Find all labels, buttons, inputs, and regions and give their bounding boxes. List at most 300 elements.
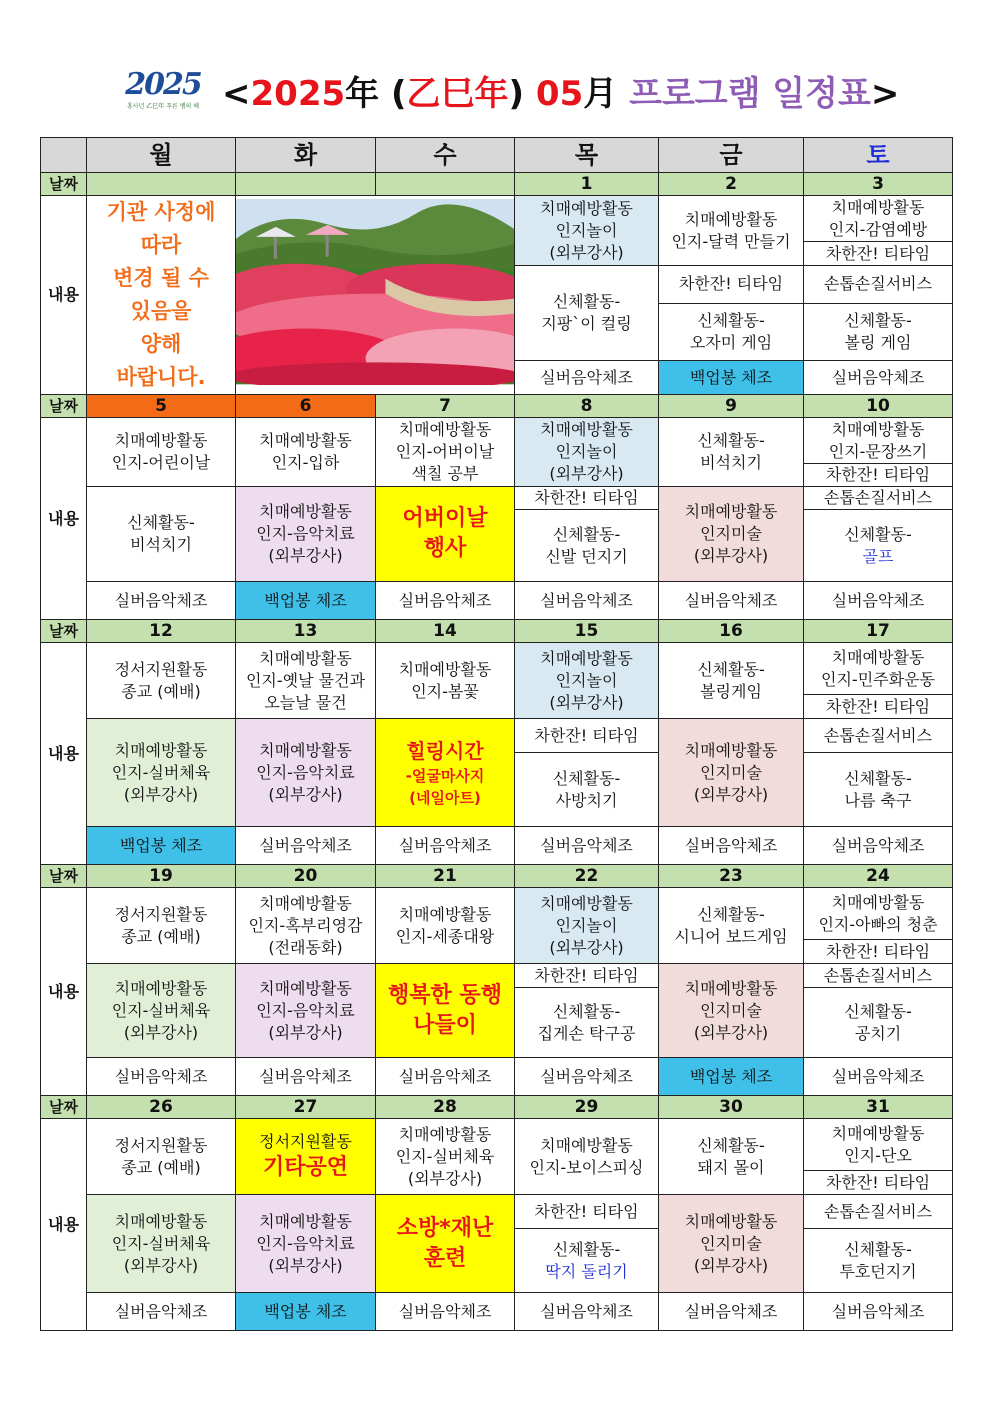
date-cell-holiday: 5 — [87, 395, 236, 418]
line: 치매예방활동 — [831, 892, 925, 912]
content-label: 내용 — [41, 643, 87, 865]
w3-sat-exercise: 실버음악체조 — [804, 827, 953, 865]
w5-mon-exercise: 실버음악체조 — [87, 1293, 236, 1331]
w3-mon-religion — [87, 643, 236, 719]
line: 치매예방활동 — [398, 420, 492, 439]
line: 치매예방활동 — [398, 1124, 492, 1144]
weekday-header-row — [41, 138, 953, 173]
logo-2025 — [120, 68, 206, 112]
w5-thu-cognitive — [515, 1119, 659, 1195]
line: 투호던지기 — [839, 1261, 917, 1281]
line: 행복한 동행 — [388, 982, 502, 1008]
line: (외부강사) — [549, 464, 624, 483]
date-cell: 1 — [515, 173, 659, 196]
w4-tue-exercise: 실버음악체조 — [236, 1058, 376, 1096]
w4-tue-music — [236, 964, 376, 1058]
line: 치매예방활동 — [259, 648, 352, 668]
title-program: 프로그램 일정표 — [629, 74, 871, 114]
line: 비석치기 — [700, 453, 762, 472]
notice-line: 있음을 — [130, 299, 192, 323]
notice-line: 변경 될 수 — [113, 266, 209, 290]
w5-sat-nailcare: 손톱손질서비스 — [804, 1195, 953, 1229]
line: 신체활동- — [552, 524, 621, 544]
line: 인지-혹부리영감 — [248, 915, 363, 935]
w1-fri-cognitive — [659, 196, 804, 266]
w3-tue-cognitive — [236, 643, 376, 719]
line: 신체활동- — [552, 1239, 621, 1259]
notice-line: 양해 — [140, 332, 182, 356]
line: (외부강사) — [693, 1022, 769, 1042]
date-cell — [376, 173, 515, 196]
schedule-table — [40, 137, 953, 1331]
date-cell: 2 — [659, 173, 804, 196]
line: 치매예방활동 — [831, 419, 925, 439]
w5-sat-exercise: 실버음악체조 — [804, 1293, 953, 1331]
title-year: 2025 — [250, 74, 346, 114]
w2-wed-parents-day-event — [376, 487, 515, 582]
date-cell: 20 — [236, 865, 376, 888]
w4-sat-nailcare: 손톱손질서비스 — [804, 964, 953, 988]
w1-thu-exercise: 실버음악체조 — [515, 361, 659, 395]
w4-fri-physical — [659, 888, 804, 964]
w2-sat-teatime: 차한잔! 티타임 — [804, 464, 953, 487]
w3-sat-cognitive — [804, 643, 953, 695]
w2-wed-exercise: 실버음악체조 — [376, 582, 515, 620]
line: 비석치기 — [130, 535, 192, 554]
line: 신체활동- — [552, 768, 621, 788]
logo-subtext: 홍사년 乙巳年 푸른 뱀의 해 — [127, 103, 199, 110]
line: 인지놀이 — [555, 915, 618, 935]
line: 사방치기 — [555, 790, 618, 810]
title-close: > — [870, 74, 900, 114]
date-label: 날짜 — [41, 865, 87, 888]
line: 인지-음악치료 — [256, 762, 355, 782]
line: (외부강사) — [123, 1022, 199, 1042]
notice-line: 기관 사정에 — [106, 200, 216, 224]
w4-tue-cognitive — [236, 888, 376, 964]
line: 치매예방활동 — [259, 502, 352, 521]
date-cell: 28 — [376, 1096, 515, 1119]
line: 공치기 — [854, 1023, 902, 1043]
w1-fri-exercise: 백업봉 체조 — [659, 361, 804, 395]
line: 힐링시간 — [406, 738, 484, 763]
date-row-week4 — [41, 865, 953, 888]
w2-wed-cognitive — [376, 418, 515, 487]
date-cell: 19 — [87, 865, 236, 888]
date-cell: 15 — [515, 620, 659, 643]
line: 치매예방활동 — [684, 1211, 778, 1231]
line: 정서지원활동 — [114, 904, 208, 924]
line: 정서지원활동 — [114, 1135, 208, 1155]
w4-fri-exercise: 백업봉 체조 — [659, 1058, 804, 1096]
line: 인지-세종대왕 — [395, 926, 495, 946]
rose-garden-image — [236, 199, 514, 384]
line: 치매예방활동 — [114, 978, 208, 998]
line: 신체활동- — [697, 904, 765, 924]
page-header — [0, 60, 992, 130]
line: 신체활동- — [697, 659, 765, 679]
w1-sat-nailcare: 손톱손질서비스 — [804, 266, 953, 304]
line: (외부강사) — [549, 692, 624, 712]
weekday-tue: 화 — [236, 138, 376, 173]
w2-sat-nailcare: 손톱손질서비스 — [804, 487, 953, 510]
date-cell: 31 — [804, 1096, 953, 1119]
weekday-fri: 금 — [659, 138, 804, 173]
w4-sat-physical — [804, 988, 953, 1058]
line: 치매예방활동 — [684, 209, 778, 229]
date-cell: 3 — [804, 173, 953, 196]
line: 인지-어버이날 — [395, 442, 495, 461]
line: 신체활동- — [127, 513, 195, 532]
content-label: 내용 — [41, 1119, 87, 1331]
w1-fri-teatime: 차한잔! 티타임 — [659, 266, 804, 304]
date-row-week3 — [41, 620, 953, 643]
line: 치매예방활동 — [831, 647, 925, 667]
line: 치매예방활동 — [831, 1123, 925, 1143]
w4-thu-exercise: 실버음악체조 — [515, 1058, 659, 1096]
line: 인지놀이 — [555, 670, 618, 690]
w2-thu-physical — [515, 510, 659, 582]
content-label: 내용 — [41, 196, 87, 395]
line: (외부강사) — [268, 1022, 343, 1042]
line: 인지-음악치료 — [256, 1233, 355, 1253]
w4-sat-teatime: 차한잔! 티타임 — [804, 940, 953, 964]
line: 치매예방활동 — [398, 904, 492, 924]
w5-wed-sports — [376, 1119, 515, 1195]
line: 신체활동- — [697, 310, 765, 330]
line: 인지놀이 — [555, 220, 618, 240]
line: 신체활동- — [552, 292, 621, 311]
line: 치매예방활동 — [684, 502, 778, 521]
date-cell: 30 — [659, 1096, 804, 1119]
w4-mon-exercise: 실버음악체조 — [87, 1058, 236, 1096]
w2-sat-physical — [804, 510, 953, 582]
date-cell: 21 — [376, 865, 515, 888]
page-title — [222, 72, 899, 116]
line: 치매예방활동 — [540, 648, 633, 668]
line: 신체활동- — [697, 1135, 765, 1155]
w3-wed-healing — [376, 719, 515, 827]
w5-thu-teatime: 차한잔! 티타임 — [515, 1195, 659, 1229]
line: 행사 — [423, 536, 467, 561]
line: 치매예방활동 — [684, 978, 778, 998]
line: 어버이날 — [402, 506, 488, 531]
date-cell — [87, 173, 236, 196]
line: 인지놀이 — [555, 442, 618, 461]
line: 인지-실버체육 — [111, 1000, 211, 1020]
w5-mon-religion — [87, 1119, 236, 1195]
title-ganji: 乙巳年 — [406, 74, 509, 114]
date-cell: 27 — [236, 1096, 376, 1119]
line: 인지-민주화운동 — [821, 669, 935, 689]
w4-thu-physical — [515, 988, 659, 1058]
w4-wed-exercise: 실버음악체조 — [376, 1058, 515, 1096]
date-cell: 10 — [804, 395, 953, 418]
line: (외부강사) — [268, 546, 343, 565]
line: 치매예방활동 — [398, 659, 492, 679]
w3-wed-cognitive — [376, 643, 515, 719]
line: 인지-실버체육 — [111, 1233, 211, 1253]
line: 골프 — [862, 546, 894, 566]
line: 인지미술 — [700, 1000, 762, 1020]
line: 치매예방활동 — [540, 893, 633, 913]
line: (외부강사) — [693, 784, 769, 804]
date-cell: 13 — [236, 620, 376, 643]
line: 색칠 공부 — [411, 464, 479, 483]
line: 치매예방활동 — [259, 431, 352, 450]
w2-thu-cognitive — [515, 418, 659, 487]
line: 인지-단오 — [844, 1145, 912, 1165]
line: 인지미술 — [700, 524, 762, 543]
line: 훈련 — [423, 1245, 467, 1271]
line: (외부강사) — [549, 937, 624, 957]
w1-thu-cognitive — [515, 196, 659, 266]
w3-sat-physical — [804, 753, 953, 827]
w2-mon-cognitive — [87, 418, 236, 487]
line: 인지-실버체육 — [111, 762, 211, 782]
line: 치매예방활동 — [114, 1211, 208, 1231]
w3-thu-teatime: 차한잔! 티타임 — [515, 719, 659, 753]
w2-sat-exercise: 실버음악체조 — [804, 582, 953, 620]
notice-line: 따라 — [140, 233, 182, 257]
w2-thu-exercise: 실버음악체조 — [515, 582, 659, 620]
line: -얼굴마사지 — [405, 766, 485, 785]
line: 치매예방활동 — [259, 978, 352, 998]
line: 치매예방활동 — [540, 198, 633, 218]
title-open: < — [222, 74, 251, 114]
weekday-sat: 토 — [804, 138, 953, 173]
w5-tue-music — [236, 1195, 376, 1293]
w3-tue-music — [236, 719, 376, 827]
w4-sat-cognitive — [804, 888, 953, 940]
line: 딱지 돌리기 — [545, 1261, 628, 1281]
w2-tue-exercise: 백업봉 체조 — [236, 582, 376, 620]
line: (외부강사) — [268, 784, 343, 804]
notice-line: 바랍니다. — [116, 365, 206, 389]
date-cell: 9 — [659, 395, 804, 418]
date-label: 날짜 — [41, 1096, 87, 1119]
line: 종교 (예배) — [121, 926, 201, 946]
w4-fri-art — [659, 964, 804, 1058]
line: (외부강사) — [693, 1255, 769, 1275]
line: 지팡`이 컬링 — [541, 314, 632, 333]
w1-sat-physical — [804, 303, 953, 361]
line: 인지미술 — [700, 762, 762, 782]
line: 인지-음악치료 — [256, 524, 355, 543]
date-cell: 17 — [804, 620, 953, 643]
line: 인지-실버체육 — [395, 1146, 495, 1166]
line: 신체활동- — [844, 1239, 912, 1259]
w1-fri-physical — [659, 303, 804, 361]
w3-thu-physical — [515, 753, 659, 827]
weekday-mon: 월 — [87, 138, 236, 173]
line: 치매예방활동 — [684, 740, 778, 760]
line: 치매예방활동 — [540, 1135, 633, 1155]
line: 나름 축구 — [844, 790, 912, 810]
w3-thu-cognitive — [515, 643, 659, 719]
w3-fri-exercise: 실버음악체조 — [659, 827, 804, 865]
line: 인지미술 — [700, 1233, 762, 1253]
w1-sat-exercise: 실버음악체조 — [804, 361, 953, 395]
w2-fri-exercise: 실버음악체조 — [659, 582, 804, 620]
w5-sat-cognitive — [804, 1119, 953, 1171]
line: 인지-음악치료 — [256, 1000, 355, 1020]
date-label: 날짜 — [41, 395, 87, 418]
line: 집게손 탁구공 — [537, 1023, 636, 1043]
line: 신체활동- — [844, 310, 912, 330]
line: (외부강사) — [693, 546, 769, 565]
line: 치매예방활동 — [114, 431, 208, 450]
w5-wed-fire-drill — [376, 1195, 515, 1293]
line: 인지-감염예방 — [828, 219, 928, 239]
line: 볼링게임 — [700, 681, 762, 701]
date-cell — [236, 173, 376, 196]
w3-sat-nailcare: 손톱손질서비스 — [804, 719, 953, 753]
line: 치매예방활동 — [259, 1211, 352, 1231]
line: (외부강사) — [407, 1168, 483, 1188]
w3-fri-physical — [659, 643, 804, 719]
date-cell: 23 — [659, 865, 804, 888]
line: 정서지원활동 — [114, 659, 208, 679]
content-label: 내용 — [41, 418, 87, 620]
date-cell-holiday: 6 — [236, 395, 376, 418]
w3-wed-exercise: 실버음악체조 — [376, 827, 515, 865]
line: 기타공연 — [262, 1154, 348, 1180]
title-nyeon: 年 — [345, 74, 380, 114]
line: 소방*재난 — [396, 1215, 494, 1241]
title-wol: 月 — [583, 74, 618, 114]
line: 치매예방활동 — [259, 740, 352, 760]
w5-fri-exercise: 실버음악체조 — [659, 1293, 804, 1331]
line: 신체활동- — [844, 1001, 912, 1021]
w3-sat-teatime: 차한잔! 티타임 — [804, 695, 953, 719]
date-row-week2 — [41, 395, 953, 418]
w2-tue-cognitive — [236, 418, 376, 487]
line: 돼지 몰이 — [697, 1157, 765, 1177]
line: 신체활동- — [552, 1001, 621, 1021]
w5-sat-teatime: 차한잔! 티타임 — [804, 1171, 953, 1195]
line: 종교 (예배) — [121, 681, 201, 701]
line: 인지-입하 — [271, 453, 340, 472]
date-row-week1 — [41, 173, 953, 196]
line: 신체활동- — [844, 768, 912, 788]
w3-fri-art — [659, 719, 804, 827]
weekday-thu: 목 — [515, 138, 659, 173]
date-cell: 16 — [659, 620, 804, 643]
date-label: 날짜 — [41, 620, 87, 643]
line: 정서지원활동 — [259, 1131, 352, 1151]
line: 신체활동- — [844, 524, 912, 544]
line: 오자미 게임 — [689, 332, 773, 352]
logo-text: 2025 — [125, 67, 201, 102]
date-label: 날짜 — [41, 173, 87, 196]
line: 치매예방활동 — [259, 893, 352, 913]
w4-thu-teatime: 차한잔! 티타임 — [515, 964, 659, 988]
content-label: 내용 — [41, 888, 87, 1096]
w3-mon-sports — [87, 719, 236, 827]
w5-fri-physical — [659, 1119, 804, 1195]
rose-garden-photo — [236, 196, 515, 395]
w5-mon-sports — [87, 1195, 236, 1293]
w1-sat-teatime: 차한잔! 티타임 — [804, 242, 953, 266]
date-cell: 29 — [515, 1096, 659, 1119]
line: 나들이 — [413, 1012, 477, 1038]
line: 인지-옛날 물건과 — [245, 670, 366, 690]
line: (외부강사) — [123, 784, 199, 804]
w2-mon-physical — [87, 487, 236, 582]
w4-wed-cognitive — [376, 888, 515, 964]
line: 오늘날 물건 — [264, 692, 347, 712]
w1-sat-cognitive — [804, 196, 953, 242]
line: 인지-봄꽃 — [411, 681, 479, 701]
w5-fri-art — [659, 1195, 804, 1293]
line: 인지-아빠의 청춘 — [818, 914, 938, 934]
w5-tue-exercise: 백업봉 체조 — [236, 1293, 376, 1331]
w5-tue-guitar — [236, 1119, 376, 1195]
date-cell: 12 — [87, 620, 236, 643]
w1-thu-physical — [515, 266, 659, 361]
w5-thu-physical — [515, 1229, 659, 1293]
title-month: 05 — [535, 74, 584, 114]
w4-thu-cognitive — [515, 888, 659, 964]
line: 시니어 보드게임 — [674, 926, 788, 946]
w2-sat-cognitive — [804, 418, 953, 464]
date-cell: 14 — [376, 620, 515, 643]
notice-cell — [87, 196, 236, 395]
line: 신발 던지기 — [545, 546, 628, 566]
line: (외부강사) — [268, 1255, 343, 1275]
weekday-wed: 수 — [376, 138, 515, 173]
line: 볼링 게임 — [844, 332, 912, 352]
w5-wed-exercise: 실버음악체조 — [376, 1293, 515, 1331]
w3-tue-exercise: 실버음악체조 — [236, 827, 376, 865]
line: 치매예방활동 — [540, 420, 633, 439]
date-row-week5 — [41, 1096, 953, 1119]
w2-fri-art — [659, 487, 804, 582]
title-paren-close: ) — [508, 74, 525, 114]
date-cell: 24 — [804, 865, 953, 888]
w3-thu-exercise: 실버음악체조 — [515, 827, 659, 865]
w4-mon-religion — [87, 888, 236, 964]
w5-sat-physical — [804, 1229, 953, 1293]
line: 치매예방활동 — [831, 197, 925, 217]
date-cell: 8 — [515, 395, 659, 418]
title-paren-open: ( — [390, 74, 407, 114]
line: (외부강사) — [123, 1255, 199, 1275]
line: 인지-보이스피싱 — [529, 1157, 644, 1177]
line: 인지-문장쓰기 — [828, 441, 928, 461]
w3-mon-exercise: 백업봉 체조 — [87, 827, 236, 865]
w2-mon-exercise: 실버음악체조 — [87, 582, 236, 620]
w4-sat-exercise: 실버음악체조 — [804, 1058, 953, 1096]
line: 신체활동- — [697, 431, 765, 450]
line: 인지-어린이날 — [111, 453, 211, 472]
w2-tue-music — [236, 487, 376, 582]
w4-wed-outing — [376, 964, 515, 1058]
date-cell: 22 — [515, 865, 659, 888]
corner-cell — [41, 138, 87, 173]
date-cell: 7 — [376, 395, 515, 418]
w2-thu-teatime: 차한잔! 티타임 — [515, 487, 659, 510]
w5-thu-exercise: 실버음악체조 — [515, 1293, 659, 1331]
line: 인지-달력 만들기 — [671, 231, 791, 251]
date-cell: 26 — [87, 1096, 236, 1119]
w4-mon-sports — [87, 964, 236, 1058]
line: (외부강사) — [549, 242, 624, 262]
line: 종교 (예배) — [121, 1157, 201, 1177]
line: (네일아트) — [409, 788, 481, 807]
line: 치매예방활동 — [114, 740, 208, 760]
